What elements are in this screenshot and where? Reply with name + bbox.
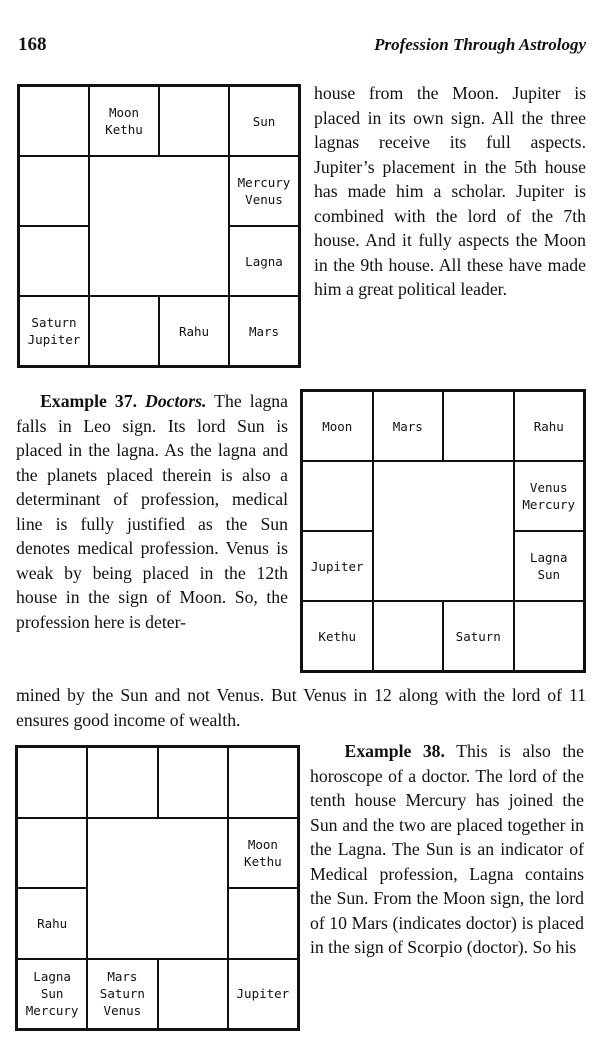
chart-house: [302, 391, 373, 461]
chart-house: [19, 86, 89, 156]
chart-house: [443, 601, 514, 671]
chart-house: [228, 747, 298, 818]
chart-house: [514, 461, 585, 531]
chart-house: [17, 888, 87, 959]
example-38-body: This is also the horoscope of a doctor. The lord of the tenth house Mercury has joined the Sun and the two are placed together in the Lagna. The Sun is an indicator of Medical profession, Lagna contains the Sun. From the Moon sign, the lord of 10 Mars (indicates doctor) is placed in the sign of Scorpio (doctor). So his: [310, 741, 584, 957]
planet-label: Saturn: [455, 628, 501, 644]
paragraph-text: house from the Moon. Jupiter is placed in its own sign. All the three lagnas receive its full aspects. Jupiter’s placement in the 5th house has made him a scholar. Jupiter is combined with the lord of the 7th house. And it fully aspects the Moon in the 9th house. All these have made him a great political leader.: [314, 83, 586, 299]
planet-label: Kethu: [318, 628, 357, 644]
chart-house: [159, 86, 229, 156]
planet-label: Jupiter: [310, 558, 364, 574]
planet-label: Kethu: [244, 853, 282, 869]
chart-house: [17, 959, 87, 1030]
chart-house: [87, 747, 157, 818]
chart-center: [87, 818, 228, 959]
chart-house: [302, 461, 373, 531]
chart-house: [19, 226, 89, 296]
planet-label: Sun: [40, 986, 64, 1002]
running-head: Profession Through Astrology: [374, 35, 586, 54]
planet-label: Kethu: [105, 122, 143, 137]
chart-house: [302, 601, 373, 671]
horoscope-chart-2: [300, 389, 586, 673]
example-37-title: Doctors.: [145, 391, 207, 411]
planet-label: Mercury: [522, 497, 576, 512]
chart-house: [228, 888, 298, 959]
chart-house: [229, 296, 299, 366]
example-38-label: Example 38.: [344, 741, 445, 761]
chart-house: [17, 747, 87, 818]
chart-house: [373, 601, 444, 671]
planet-label: Lagna: [33, 969, 71, 985]
planet-label: Jupiter: [236, 986, 290, 1002]
chart-house: [89, 296, 159, 366]
planet-label: Saturn: [99, 986, 145, 1002]
chart-house: [159, 296, 229, 366]
example-37-continued: [16, 683, 586, 732]
chart-center: [89, 156, 229, 296]
horoscope-chart-1: [17, 84, 301, 368]
planet-label: Mars: [248, 323, 280, 339]
planet-label: Mercury: [25, 1003, 79, 1019]
chart-house: [302, 531, 373, 601]
example-37-text: [16, 389, 288, 634]
chart-house: [19, 296, 89, 366]
chart-house: [19, 156, 89, 226]
chart-house: [228, 818, 298, 889]
planet-label: Saturn: [31, 315, 77, 330]
planet-label: Jupiter: [27, 332, 81, 347]
planet-label: Mercury: [237, 175, 291, 190]
chart-house: [158, 959, 228, 1030]
chart-house: [158, 747, 228, 818]
chart-house: [514, 391, 585, 461]
planet-label: Rahu: [178, 323, 210, 339]
example-37-paragraph: [16, 389, 288, 634]
example-38-text: [310, 739, 584, 960]
planet-label: Rahu: [37, 915, 68, 931]
paragraph-continued: [314, 81, 586, 302]
example-38-paragraph: [310, 739, 584, 960]
planet-label: Venus: [529, 480, 568, 495]
chart-house: [514, 531, 585, 601]
page-number: 168: [18, 34, 47, 55]
example-37-body: The lagna falls in Leo sign. Its lord Sun is placed in the lagna. As the lagna and the planets placed therein is also a determinant of profession, medical line is fully justified as the Sun denotes medical profession. Venus is weak by being placed in the 12th house in the sign of Moon. So, the profession here is deter-: [16, 391, 288, 632]
chart-house: [443, 391, 514, 461]
planet-label: Lagna: [529, 550, 568, 565]
planet-label: Rahu: [533, 418, 564, 434]
chart-house: [228, 959, 298, 1030]
planet-label: Moon: [322, 418, 353, 434]
horoscope-chart-3: [15, 745, 300, 1031]
planet-label: Mars: [392, 418, 423, 434]
chart-house: [229, 86, 299, 156]
planet-label: Moon: [247, 836, 278, 852]
chart-house: [17, 818, 87, 889]
planet-label: Venus: [103, 1003, 142, 1019]
chart-center: [373, 461, 514, 601]
planet-label: Venus: [245, 192, 283, 207]
planet-label: Lagna: [245, 253, 283, 269]
chart-house: [514, 601, 585, 671]
chart-house: [89, 86, 159, 156]
planet-label: Sun: [252, 113, 276, 129]
chart-house: [373, 391, 444, 461]
planet-label: Moon: [108, 105, 140, 120]
planet-label: Sun: [537, 567, 561, 582]
chart-house: [229, 156, 299, 226]
example-37-label: Example 37.: [40, 391, 138, 411]
chart-house: [87, 959, 157, 1030]
example-37-continued-text: mined by the Sun and not Venus. But Venus in 12 along with the lord of 11 ensures good income of wealth.: [16, 685, 586, 730]
chart-house: [229, 226, 299, 296]
planet-label: Mars: [107, 969, 138, 985]
